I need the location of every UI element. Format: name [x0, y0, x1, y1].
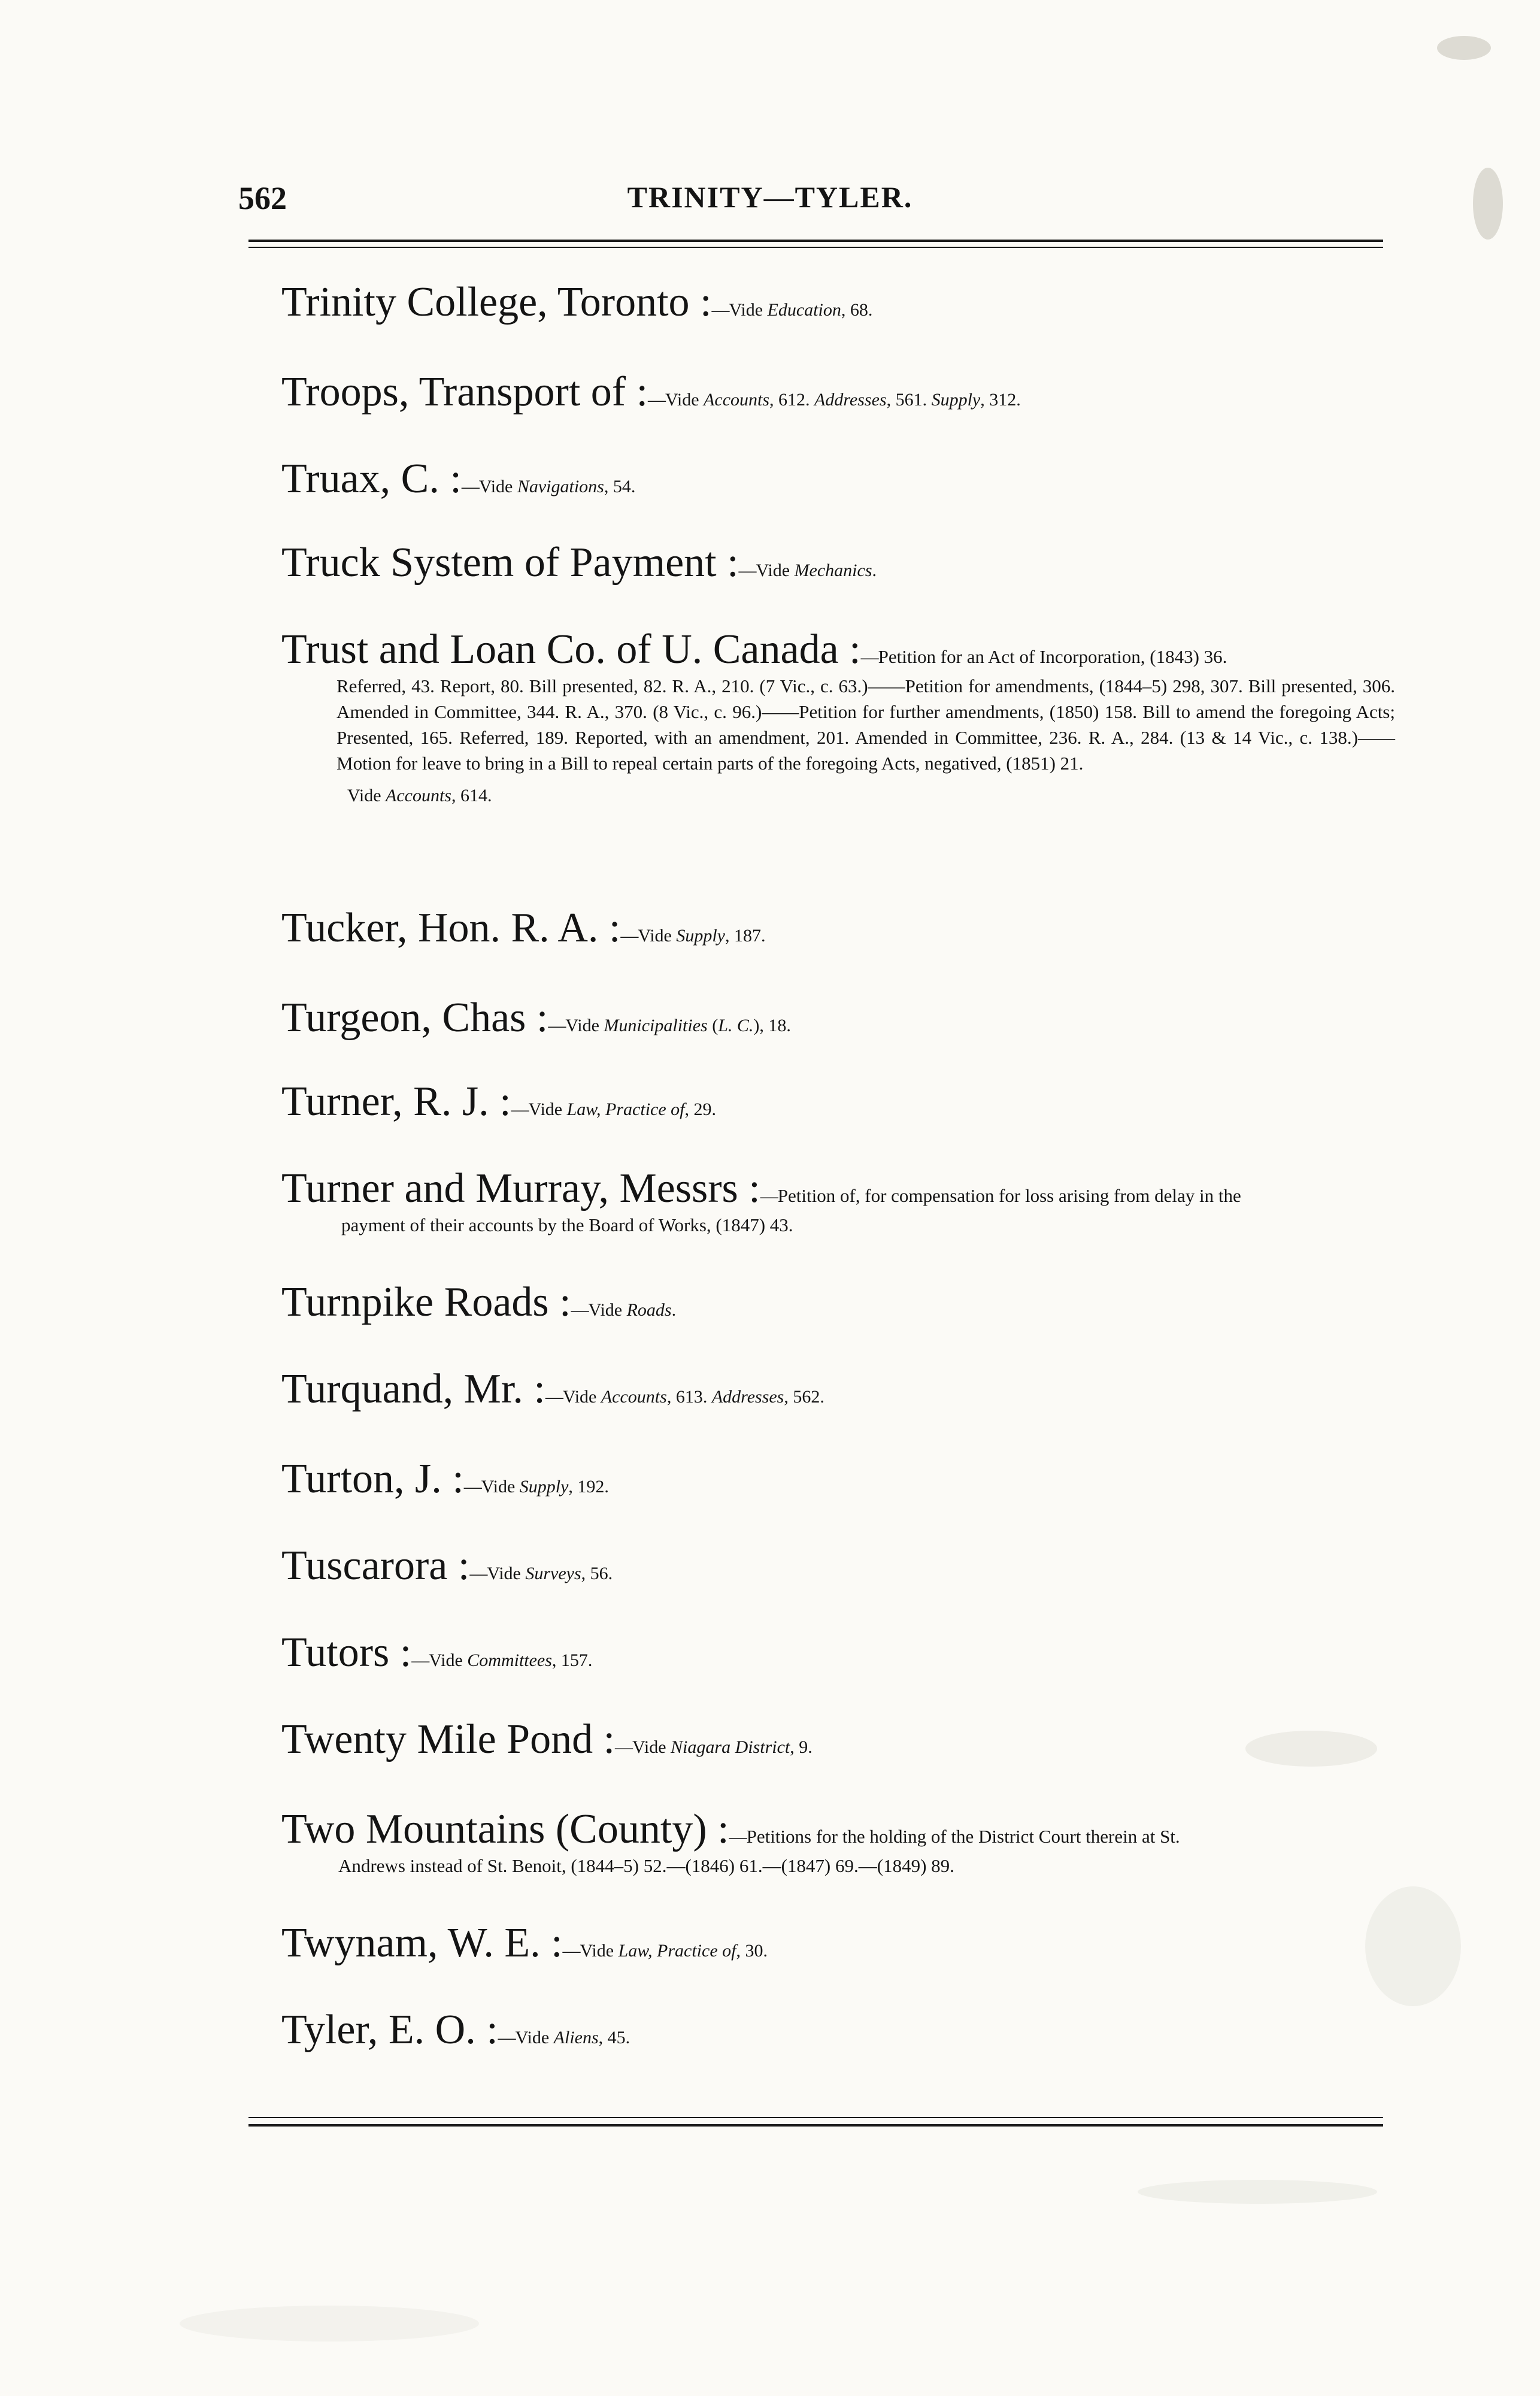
vide-label: Vide	[347, 786, 386, 805]
scan-speck	[1245, 1731, 1377, 1767]
cross-reference: Supply	[519, 1477, 569, 1497]
entry-heading: Trust and Loan Co. of U. Canada :	[281, 626, 861, 673]
cross-reference: Law, Practice of	[566, 1099, 685, 1119]
entry-dash: —	[711, 300, 729, 320]
entry-dash: —	[615, 1737, 633, 1757]
scan-speck	[1138, 2180, 1377, 2204]
entry-body: payment of their accounts by the Board of Works, (1847) 43.	[341, 1214, 793, 1235]
footer-rule-top	[248, 2117, 1383, 2118]
entry-dash: —	[648, 390, 666, 410]
header-rule-top	[248, 240, 1383, 242]
entry-dash: —	[760, 1186, 778, 1206]
vide-label: Vide	[632, 1737, 671, 1757]
reference-page: , 157.	[551, 1650, 593, 1670]
vide-label: Vide	[528, 1099, 567, 1119]
scan-speck	[1473, 168, 1503, 240]
entry-dash: —	[738, 561, 756, 580]
cross-reference: Aliens	[553, 2028, 599, 2047]
vide-label: Vide	[580, 1941, 619, 1961]
entry-first-line	[281, 1165, 1395, 1211]
entry-dash: —	[729, 1827, 747, 1847]
entry-dash: —	[545, 1387, 563, 1407]
entry-heading: Turner, R. J. :	[281, 1079, 511, 1125]
reference-page: , 187.	[725, 926, 766, 946]
entry-dash: —	[411, 1650, 429, 1670]
entry-heading: Turquand, Mr. :	[281, 1366, 545, 1412]
index-entry	[281, 281, 1395, 323]
reference-page: , 192.	[568, 1477, 609, 1497]
running-head: TRINITY—TYLER.	[627, 180, 913, 214]
entry-heading: Troops, Transport of :	[281, 369, 648, 415]
entry-heading: Turton, J. :	[281, 1456, 464, 1502]
cross-reference: Navigations	[517, 477, 604, 496]
reference-page: , 30.	[736, 1941, 768, 1961]
entry-dash: —	[620, 926, 638, 946]
index-entry	[281, 1716, 1395, 1762]
index-entry	[281, 542, 1395, 584]
cross-reference: L. C.	[718, 1016, 754, 1035]
scan-speck	[1437, 36, 1491, 60]
reference-page: , 614.	[451, 786, 492, 805]
entry-dash: —	[571, 1300, 589, 1320]
vide-label: Vide	[729, 300, 768, 320]
vide-label: Vide	[756, 561, 795, 580]
entry-heading: Turnpike Roads :	[281, 1279, 571, 1325]
entry-text: Petition of, for compensation for loss arising from delay in the	[777, 1185, 1241, 1206]
entry-heading: Turner and Murray, Messrs :	[281, 1165, 760, 1211]
reference-page: , 562.	[784, 1387, 824, 1407]
entry-dash: —	[469, 1564, 487, 1583]
index-entry	[281, 1368, 1395, 1410]
cross-reference: Law, Practice of	[618, 1941, 736, 1961]
cross-reference: Surveys	[525, 1564, 581, 1583]
cross-reference: Accounts	[601, 1387, 667, 1407]
index-entry	[281, 1806, 1395, 1879]
entry-dash: —	[463, 1477, 481, 1497]
entry-heading: Twenty Mile Pond :	[281, 1716, 616, 1762]
cross-reference: Niagara District	[671, 1737, 790, 1757]
reference-page: , 68.	[841, 300, 873, 320]
entry-dash: —	[548, 1016, 566, 1035]
index-entry	[281, 626, 1395, 808]
cross-reference: Supply	[931, 390, 981, 410]
cross-reference: Committees	[467, 1650, 552, 1670]
entry-heading: Truax, C. :	[281, 456, 462, 502]
entry-dash: —	[498, 2028, 516, 2047]
cross-reference: Accounts	[704, 390, 770, 410]
index-entry	[281, 1629, 1395, 1676]
entry-text: Petition for an Act of Incorporation, (1843) 36.	[878, 646, 1227, 667]
vide-label: Vide	[588, 1300, 627, 1320]
scan-speck	[180, 2306, 479, 2342]
vide-label: Vide	[487, 1564, 526, 1583]
index-entry	[281, 907, 1395, 949]
vide-label: Vide	[481, 1477, 520, 1497]
reference-page: , 29.	[684, 1099, 717, 1119]
entry-first-line	[281, 1806, 1395, 1852]
cross-reference: Mechanics	[794, 561, 872, 580]
index-entry	[281, 1458, 1395, 1500]
vide-label: Vide	[665, 390, 704, 410]
index-entry	[281, 2009, 1395, 2051]
entry-heading: Trinity College, Toronto :	[281, 279, 712, 325]
reference-page: , 54.	[604, 477, 636, 496]
entry-heading: Tyler, E. O. :	[281, 2007, 498, 2053]
entry-heading: Two Mountains (County) :	[281, 1806, 729, 1852]
cross-reference: Municipalities	[604, 1016, 708, 1035]
index-entry	[281, 371, 1395, 413]
entry-heading: Twynam, W. E. :	[281, 1920, 563, 1966]
vide-label: Vide	[562, 1387, 601, 1407]
header-rule-bottom	[248, 247, 1383, 248]
entry-heading: Truck System of Payment :	[281, 540, 739, 586]
entry-heading: Tutors :	[281, 1629, 412, 1676]
entry-heading: Turgeon, Chas :	[281, 995, 548, 1041]
index-entry	[281, 1545, 1395, 1587]
entry-first-line	[281, 626, 1395, 673]
entry-heading: Tucker, Hon. R. A. :	[281, 905, 621, 951]
index-entry	[281, 1922, 1395, 1964]
entry-body: Andrews instead of St. Benoit, (1844–5) 52.—(1846) 61.—(1847) 69.—(1849) 89.	[338, 1855, 954, 1876]
reference-page: , 561.	[886, 390, 932, 410]
cross-reference: Addresses	[711, 1387, 784, 1407]
vide-label: Vide	[515, 2028, 554, 2047]
index-entry	[281, 1081, 1395, 1123]
vide-label: Vide	[429, 1650, 468, 1670]
vide-label: Vide	[638, 926, 677, 946]
cross-reference: Education	[767, 300, 841, 320]
index-entry	[281, 1165, 1395, 1238]
cross-reference: Roads	[626, 1300, 672, 1320]
reference-page: , 612.	[769, 390, 815, 410]
reference-page: (	[707, 1016, 719, 1035]
cross-reference: Supply	[676, 926, 725, 946]
footer-rule-bottom	[248, 2124, 1383, 2127]
index-entry	[281, 458, 1395, 500]
reference-page: , 613.	[666, 1387, 712, 1407]
reference-page: , 56.	[581, 1564, 613, 1583]
reference-page: , 312.	[980, 390, 1021, 410]
entry-dash: —	[860, 647, 878, 667]
scan-speck	[1365, 1886, 1461, 2006]
reference-page: .	[671, 1300, 677, 1320]
entry-dash: —	[511, 1099, 529, 1119]
entry-body: Referred, 43. Report, 80. Bill presented, 82. R. A., 210. (7 Vic., c. 63.)——Petition for amendments, (1844–5) 298, 307. Bill presented, 306. Amended in Committee, 344. R. A., 370. (8 Vic., c. 96.)——Petition for further amendments, (1850) 158. Bill to amend the foregoing Acts; Presented, 165. Referred, 189. Reported, with an amendment, 201. Amended in Committee, 236. R. A., 284. (13 & 14 Vic., c. 138.)——Motion for leave to bring in a Bill to repeal certain parts of the foregoing Acts, negatived, (1851) 21.	[337, 676, 1395, 774]
cross-reference: Addresses	[814, 390, 887, 410]
entry-see-also	[347, 782, 1395, 808]
reference-page: , 45.	[598, 2028, 630, 2047]
entry-heading: Tuscarora :	[281, 1543, 470, 1589]
entry-dash: —	[461, 477, 479, 496]
index-entry	[281, 997, 1395, 1039]
reference-page: .	[872, 561, 877, 580]
reference-page: ), 18.	[753, 1016, 791, 1035]
cross-reference: Accounts	[386, 786, 451, 805]
index-entry	[281, 1279, 1395, 1325]
entry-dash: —	[562, 1941, 580, 1961]
vide-label: Vide	[478, 477, 517, 496]
entry-text: Petitions for the holding of the District Court therein at St.	[746, 1826, 1180, 1847]
vide-label: Vide	[565, 1016, 604, 1035]
page-number: 562	[238, 180, 287, 216]
reference-page: , 9.	[790, 1737, 813, 1757]
